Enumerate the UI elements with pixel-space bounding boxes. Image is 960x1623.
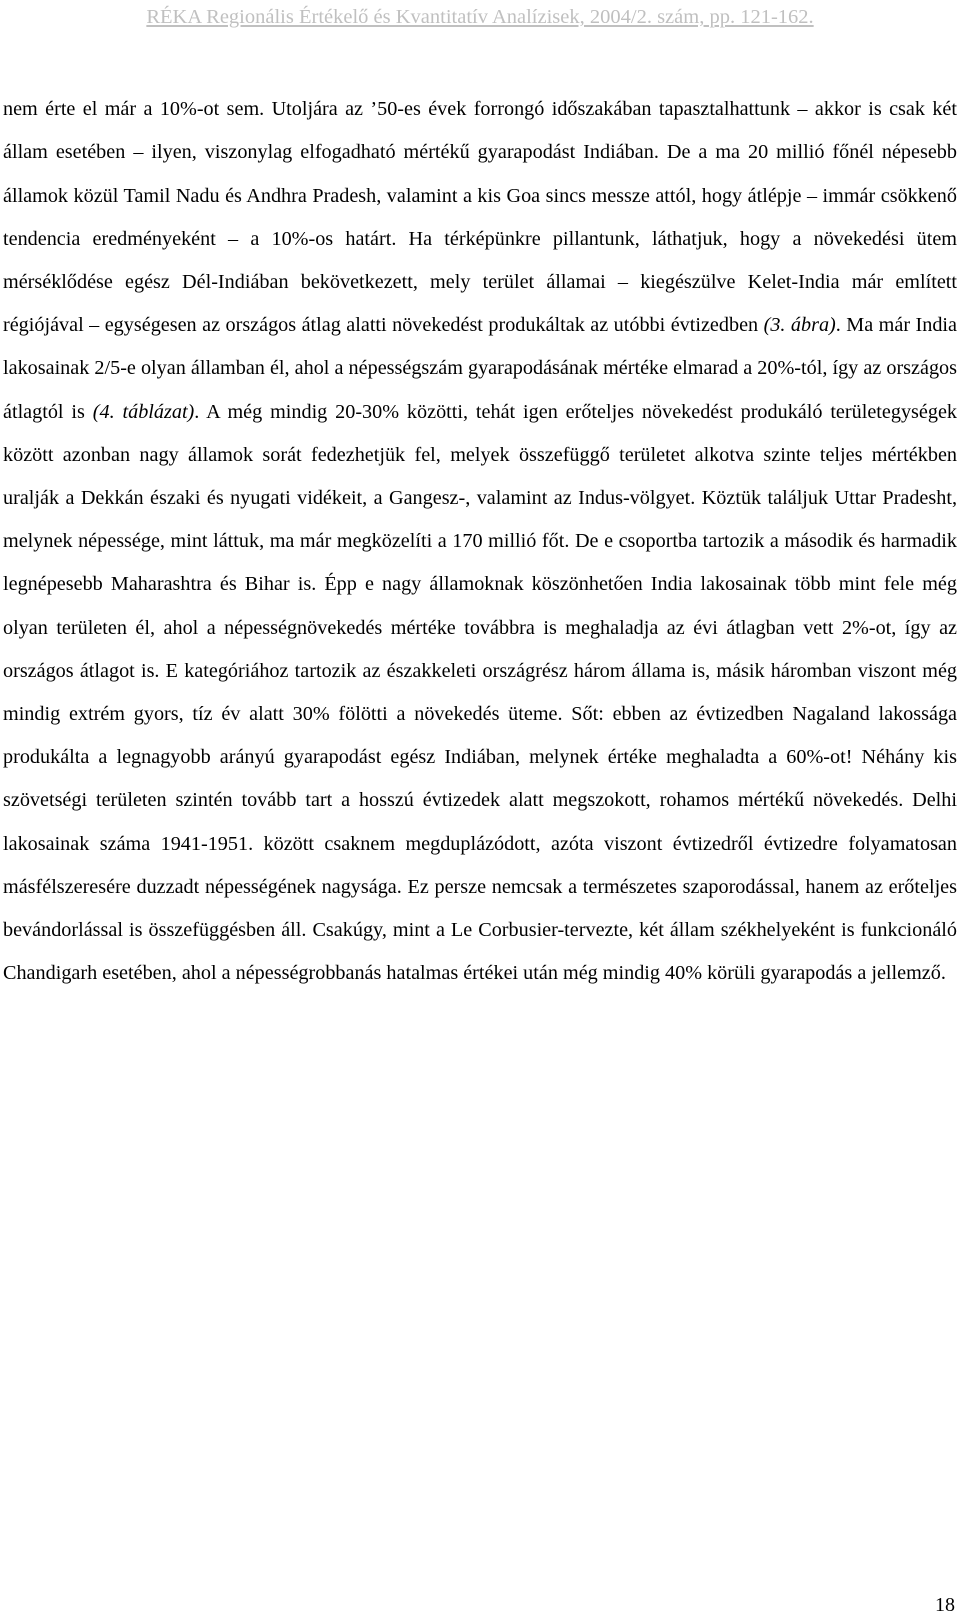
paragraph-text-part-3: . A még mindig 20-30% közötti, tehát igen erőteljes növekedést produkáló területegységek között azonban nagy államok sorát fedezhetjük fel, melyek összefüggő területet alkotva szinte teljes mértékben uralják a Dekkán északi és nyugati vidékeit, a Gangesz-, valamint az Indus-völgyet. Köztük találjuk Uttar Pradesht, melynek népessége, mint láttuk, ma már megközelíti a 170 millió főt. De e csoportba tartozik a második és harmadik legnépesebb Maharashtra és Bihar is. Épp e nagy államoknak köszönhetően India lakosainak több mint fele még olyan területen él, ahol a népességnövekedés mértéke továbbra is meghaladja az évi átlagban vett 2%-ot, így az országos átlagot is. E kategóriához tartozik az északkeleti országrész három állama is, másik háromban viszont még mindig extrém gyors, tíz év alatt 30% fölötti a növekedés üteme. Sőt: ebben az évtizedben Nagaland lakossága produkálta a legnagyobb arányú gyarapodást egész Indiában, melynek értéke meghaladta a 60%-ot! Néhány kis szövetségi területen szintén tovább tart a hosszú évtizedek alatt megszokott, rohamos mértékű növekedés. Delhi lakosainak száma 1941-1951. között csaknem megduplázódott, azóta viszont évtizedről évtizedre folyamatosan másfélszeresére duzzadt népességének nagysága. Ez persze nemcsak a természetes szaporodással, hanem az erőteljes bevándorlással is összefüggésben áll. Csakúgy, mint a Le Corbusier-tervezte, két állam székhelyeként is funkcionáló Chandigarh esetében, ahol a népességrobbanás hatalmas értékei után még mindig 40% körüli gyarapodás a jellemző. [3,400,958,985]
page-number: 18 [935,1594,955,1616]
table-reference: (4. táblázat) [92,400,195,423]
paragraph-text-part-2: . Ma már India lakosainak 2/5-e olyan államban él, ahol a népességszám gyarapodásának mértéke elmarad a 20%-tól, így az országos átlagtól is [3,314,957,423]
main-paragraph [3,88,957,995]
paragraph-text-part-1: nem érte el már a 10%-ot sem. Utoljára az ’50-es évek forrongó időszakában tapasztalhattunk – akkor is csak két állam esetében – ilyen, viszonylag elfogadható mértékű gyarapodást Indiában. De a ma 20 millió főnél népesebb államok közül Tamil Nadu és Andhra Pradesh, valamint a kis Goa sincs messze attól, hogy átlépje – immár csökkenő tendencia eredményeként – a 10%-os határt. Ha térképünkre pillantunk, láthatjuk, hogy a növekedési ütem mérséklődése egész Dél-Indiában bekövetkezett, mely terület államai – kiegészülve Kelet-India már említett régiójával – egységesen az országos átlag alatti növekedést produkáltak az utóbbi évtizedben [3,98,957,337]
figure-reference: (3. ábra) [763,314,836,337]
running-header: RÉKA Regionális Értékelő és Kvantitatív Analízisek, 2004/2. szám, pp. 121-162. [146,6,814,28]
